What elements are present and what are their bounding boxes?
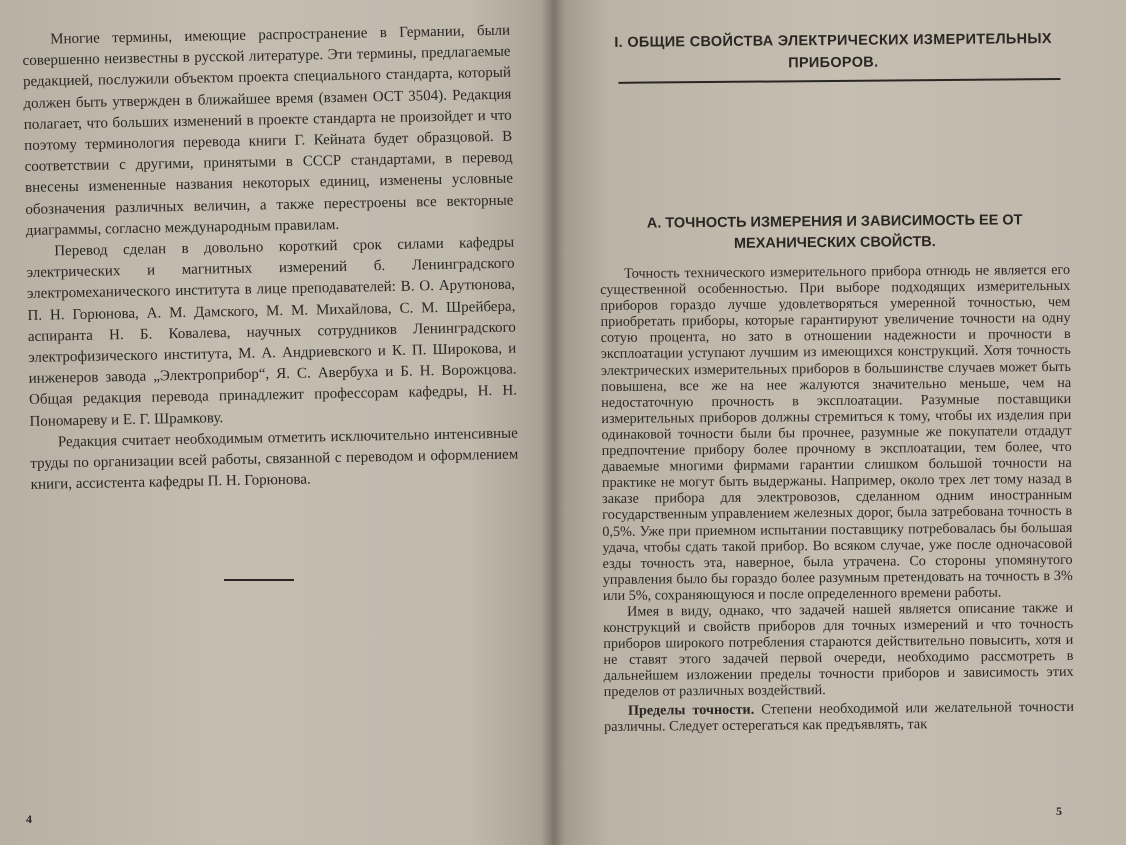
left-paragraph-3: Редакция считает необходимым отметить исключительно интенсивные труды по организации всей работы, связанной с переводом и оформлением книги, ассистента кафедры П. Н. Горюнова. xyxy=(30,425,519,494)
term-limits-of-accuracy: Пределы точности. xyxy=(627,701,755,719)
right-page-number: 5 xyxy=(1056,804,1062,818)
left-page-text xyxy=(22,21,519,497)
right-paragraph-3-text: Степени необходимой или желательной точности различны. Следует остерегаться как предъявлять, так xyxy=(603,698,1074,735)
right-page-text xyxy=(598,28,1074,735)
left-paragraph-1: Многие термины, имеющие распространение в Германии, были совершенно неизвестны в русской литературе. Эти термины, предлагаемые редакцией, послужили объектом проекта специального стандарта, который должен быть утвержден в ближайшее время (взамен ОСТ 3504). Редакция полагает, что больших изменений в проекте стандарта не произойдет и что поэтому терминология перевода книги Г. Кейната будет образцовой. В соответствии с другими, принятыми в СССР стандартами, в перевод внесены измененные названия некоторых единиц, изменены условные обозначения различных величин, а также перестроены все векторные диаграммы, согласно международным правилам. xyxy=(22,22,514,239)
right-page xyxy=(553,0,1126,845)
right-paragraph-3 xyxy=(604,698,1074,734)
end-rule xyxy=(224,579,294,581)
left-page-number: 4 xyxy=(26,812,32,826)
section-title: А. ТОЧНОСТЬ ИЗМЕРЕНИЯ И ЗАВИСИМОСТЬ ЕЕ ОТ МЕХАНИЧЕСКИХ СВОЙСТВ. xyxy=(646,212,1023,252)
chapter-rule xyxy=(618,78,1060,84)
chapter-title: I. ОБЩИЕ СВОЙСТВА ЭЛЕКТРИЧЕСКИХ ИЗМЕРИТЕЛЬНЫХ ПРИБОРОВ. xyxy=(614,31,1052,72)
right-paragraph-1: Точность технического измерительного прибора отнюдь не является его существенной особенностью. При выборе подходящих измерительных приборов гораздо лучше удовлетворяться умеренной точностью, чем приобретать приборы, которые гарантируют увеличение точности на одну сотую процента, но зато в отношении надежности и прочности в эксплоатации уступают лучшим из имеющихся конструкций. Хотя точность электрических измерительных приборов в большинстве случаев может быть повышена, все же на нее жалуются значительно меньше, чем на недостаточную прочность в эксплоатации. Разумные поставщики измерительных приборов должны стремиться к тому, чтобы их изделия при одинаковой точности были бы прочнее, разумные же покупатели отдадут предпочтение прибору более прочному в эксплоатации, тем более, что даваемые многими фирмами гарантии слишком большой точности на практике не могут быть выдержаны. Например, около трех лет тому назад в заказе прибора для электровозов, сделанном одним иностранным государственным управлением железных дорог, была затребована точность в 0,5%. Уже при приемном испытании поставщику потребовалась бы большая удача, чтобы сдать такой прибор. Во всяком случае, уже после одночасовой езды точность эта, наверное, была утрачена. Со стороны упомянутого управления было бы гораздо более разумным претендовать на точность в 3% или 5%, сохраняющуюся и после определенного времени работы. xyxy=(600,261,1073,604)
book-gutter xyxy=(541,0,565,845)
left-page xyxy=(0,0,553,845)
right-paragraph-2: Имея в виду, однако, что задачей нашей является описание также и конструкций и свойств приборов для точных измерений и что точность приборов широкого потребления стараются действительно повысить, хотя и не ставят этого задачей первой очереди, необходимо рассмотреть в дальнейшем изложении пределы точности приборов и зависимость этих пределов от различных воздействий. xyxy=(603,599,1074,701)
left-paragraph-2: Перевод сделан в довольно короткий срок силами кафедры электрических и магнитных измерений б. Ленинградского электромеханического института в лице преподавателей: В. О. Арутюнова, П. Н. Горюнова, А. М. Дамского, М. М. Михайлова, С. М. Шрейбера, аспиранта Н. Б. Ковалева, научных сотрудников Ленинградского электрофизического института, М. А. Андриевского и К. П. Широкова, и инженеров завода „Электроприбор“, Я. С. Авербуха и Б. Н. Ворожцова. Общая редакция перевода принадлежит профессорам кафедры, Н. Н. Пономареву и Е. Г. Шрамкову. xyxy=(26,234,518,430)
right-body xyxy=(600,262,1074,735)
